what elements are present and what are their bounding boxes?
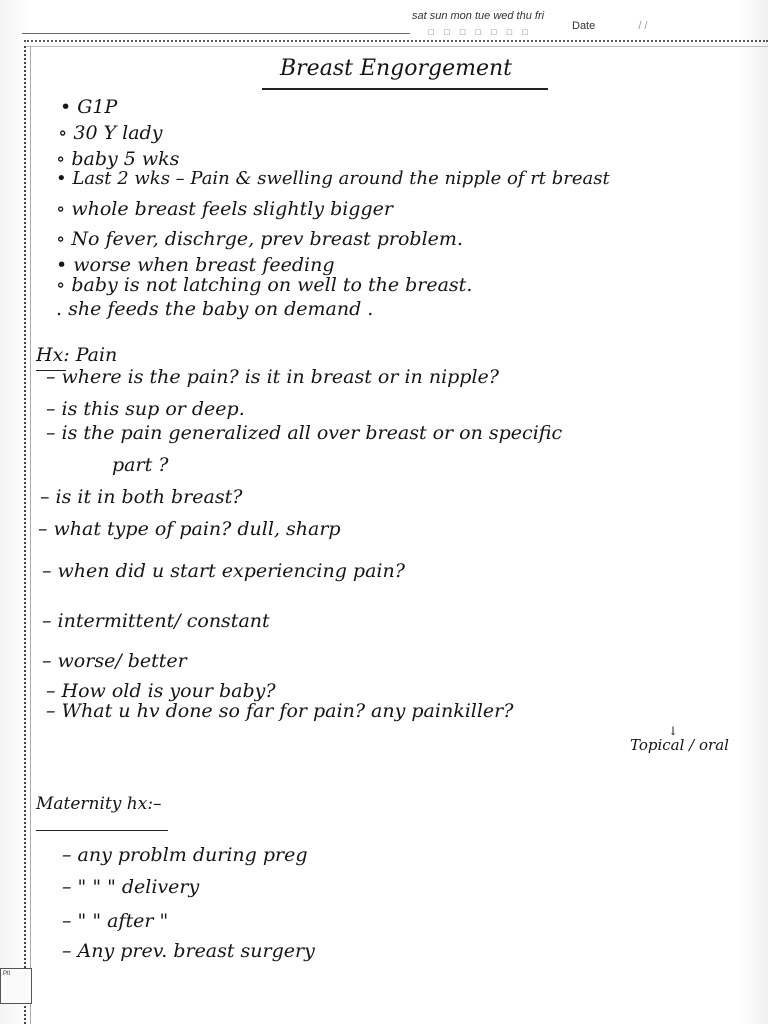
hx-line: – worse/ better [42, 650, 187, 672]
hx-line: – How old is your baby? [46, 680, 276, 702]
case-line: ∘ whole breast feels slightly bigger [56, 198, 393, 220]
maternity-line: – " " " delivery [62, 876, 200, 898]
maternity-line: – Any prev. breast surgery [62, 940, 315, 962]
title-underline [262, 88, 548, 90]
hx-line: – is it in both breast? [40, 486, 243, 508]
case-line: ∘ No fever, dischrge, prev breast problem. [56, 228, 463, 250]
hx-line: – is the pain generalized all over breast or on specific [46, 422, 563, 444]
case-line: • Last 2 wks – Pain & swelling around the nipple of rt breast [56, 168, 610, 189]
down-arrow-icon: ↓ [668, 724, 679, 738]
hx-line: – what type of pain? dull, sharp [38, 518, 341, 540]
top-dotted-rule [24, 40, 768, 42]
date-label [572, 20, 647, 32]
hx-heading: Hx: Pain [36, 344, 118, 366]
maternity-line: – " " after " [62, 910, 169, 932]
case-line: • G1P [60, 96, 118, 118]
hx-line: – when did u start experiencing pain? [42, 560, 405, 582]
margin-dotted-line [24, 46, 26, 1024]
top-rule [24, 46, 768, 47]
date-label-text: Date [572, 20, 596, 32]
maternity-line: – any problm during preg [62, 844, 308, 866]
margin-line [30, 46, 31, 1024]
case-line: ∘ baby is not latching on well to the breast. [56, 274, 473, 296]
hx-line: – where is the pain? is it in breast or in nipple? [46, 366, 499, 388]
page-title: Breast Engorgement [280, 56, 513, 81]
hx-line: – intermittent/ constant [42, 610, 270, 632]
topical-note: Topical / oral [630, 736, 729, 754]
header-rule [22, 33, 410, 34]
case-line: . she feeds the baby on demand . [56, 298, 374, 320]
corner-stamp [0, 968, 32, 1004]
hx-line: – is this sup or deep. [46, 398, 245, 420]
maternity-underline [36, 830, 168, 831]
case-line: ∘ baby 5 wks [56, 148, 180, 170]
hx-line: – What u hv done so far for pain? any painkiller? [46, 700, 514, 722]
stamp-text: Ptl [3, 971, 11, 977]
hx-line: part ? [112, 454, 169, 476]
day-checkboxes: □□□□□□□ [428, 28, 538, 36]
case-line: ∘ 30 Y lady [58, 122, 163, 144]
days-of-week: sat sun mon tue wed thu fri [412, 10, 545, 22]
case-line: • worse when breast feeding [56, 254, 335, 276]
date-slashes: / / [638, 20, 648, 32]
maternity-heading: Maternity hx:– [36, 794, 162, 814]
